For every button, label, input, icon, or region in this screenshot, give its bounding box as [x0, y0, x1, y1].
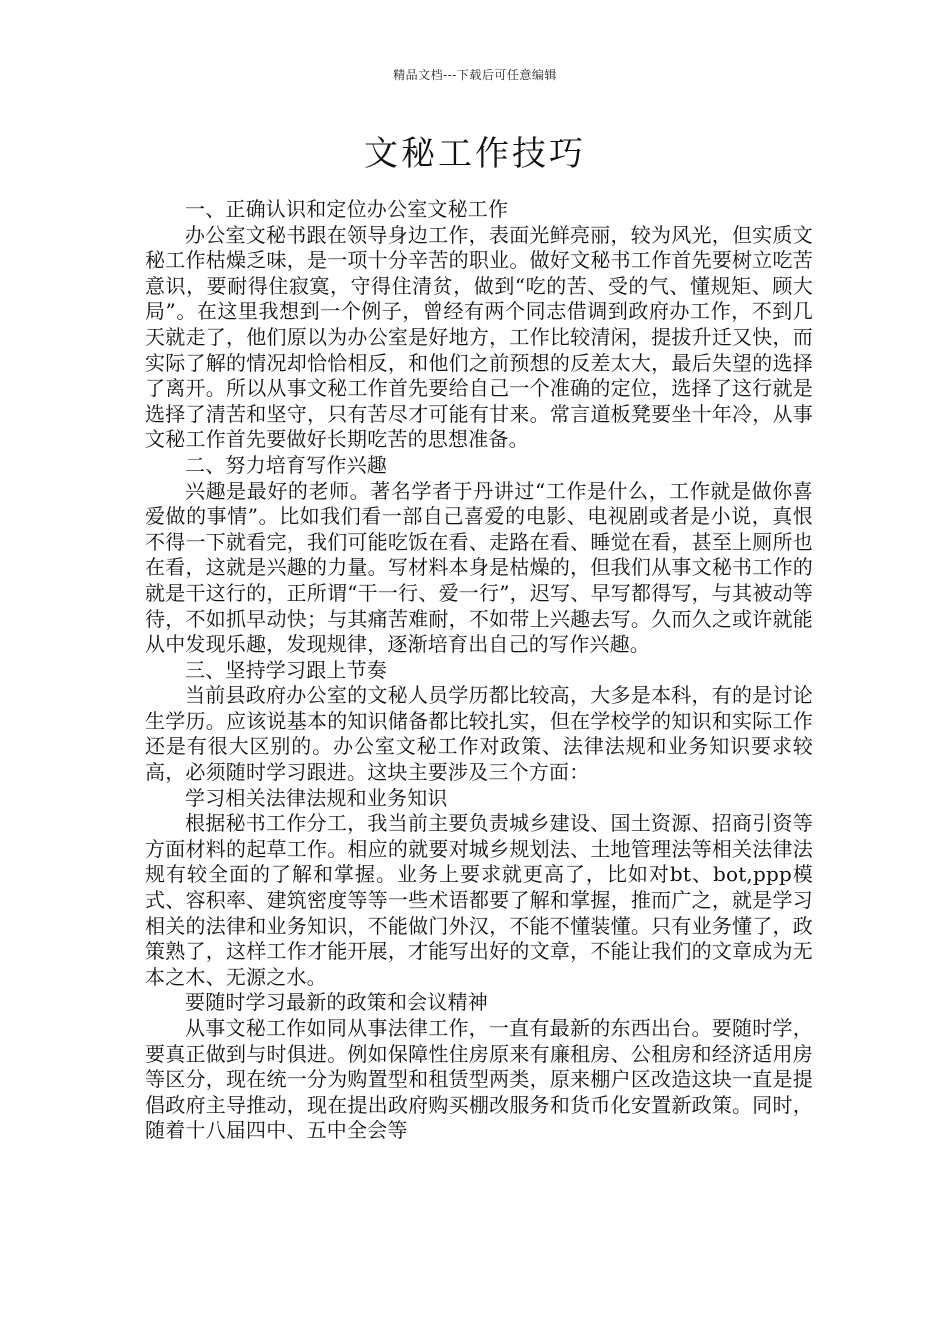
body-paragraph-1: 办公室文秘书跟在领导身边工作，表面光鲜亮丽，较为风光，但实质文秘工作枯燥乏味，是一项十分辛苦的职业。做好文秘书工作首先要树立吃苦意识，要耐得住寂寞，守得住清贫，做到“吃的苦、受的气、懂规矩、顾大局”。在这里我想到一个例子，曾经有两个同志借调到政府办工作，不到几天就走了，他们原以为办公室是好地方，工作比较清闲，提拔升迁又快，而实际了解的情况却恰恰相反，和他们之前预想的反差太大，最后失望的选择了离开。所以从事文秘工作首先要给自己一个准确的定位，选择了这行就是选择了清苦和坚守，只有苦尽才可能有甘来。常言道板凳要坐十年冷，从事文秘工作首先要做好长期吃苦的思想准备。	[145, 222, 813, 452]
body-paragraph-2: 兴趣是最好的老师。著名学者于丹讲过“工作是什么，工作就是做你喜爱做的事情”。比如我们看一部自己喜爱的电影、电视剧或者是小说，真恨不得一下就看完，我们可能吃饭在看、走路在看、睡觉在看，甚至上厕所也在看，这就是兴趣的力量。写材料本身是枯燥的，但我们从事文秘书工作的就是干这行的，正所谓“干一行、爱一行”，迟写、早写都得写，与其被动等待，不如抓早动快；与其痛苦难耐，不如带上兴趣去写。久而久之或许就能从中发现乐趣，发现规律，逐渐培育出自己的写作兴趣。	[145, 478, 813, 657]
section-heading-2: 二、努力培育写作兴趣	[185, 452, 387, 477]
page-header: 精品文档---下载后可任意编辑	[393, 68, 557, 82]
document-body	[145, 197, 813, 1144]
body-paragraph-5: 从事文秘工作如同从事法律工作，一直有最新的东西出台。要随时学，要真正做到与时俱进。例如保障性住房原来有廉租房、公租房和经济适用房等区分，现在统一分为购置型和租赁型两类，原来棚户区改造这块一直是提倡政府主导推动，现在提出政府购买棚改服务和货币化安置新政策。同时，随着十八届四中、五中全会等	[145, 1016, 813, 1143]
section-heading-3: 三、坚持学习跟上节奏	[185, 657, 387, 682]
document-title: 文秘工作技巧	[364, 134, 586, 174]
subsection-heading-2: 要随时学习最新的政策和会议精神	[185, 990, 488, 1015]
body-paragraph-3: 当前县政府办公室的文秘人员学历都比较高，大多是本科，有的是讨论生学历。应该说基本的知识储备都比较扎实，但在学校学的知识和实际工作还是有很大区别的。办公室文秘工作对政策、法律法规和业务知识要求较高，必须随时学习跟进。这块主要涉及三个方面：	[145, 683, 813, 785]
section-heading-1: 一、正确认识和定位办公室文秘工作	[185, 197, 509, 221]
subsection-heading-1: 学习相关法律法规和业务知识	[185, 785, 448, 810]
body-paragraph-4: 根据秘书工作分工，我当前主要负责城乡建设、国土资源、招商引资等方面材料的起草工作。相应的就要对城乡规划法、土地管理法等相关法律法规有较全面的了解和掌握。业务上要求就更高了，比如对bt、bot,ppp模式、容积率、建筑密度等等一些术语都要了解和掌握，推而广之，就是学习相关的法律和业务知识，不能做门外汉，不能不懂装懂。只有业务懂了，政策熟了，这样工作才能开展，才能写出好的文章，不能让我们的文章成为无本之木、无源之水。	[145, 811, 813, 989]
